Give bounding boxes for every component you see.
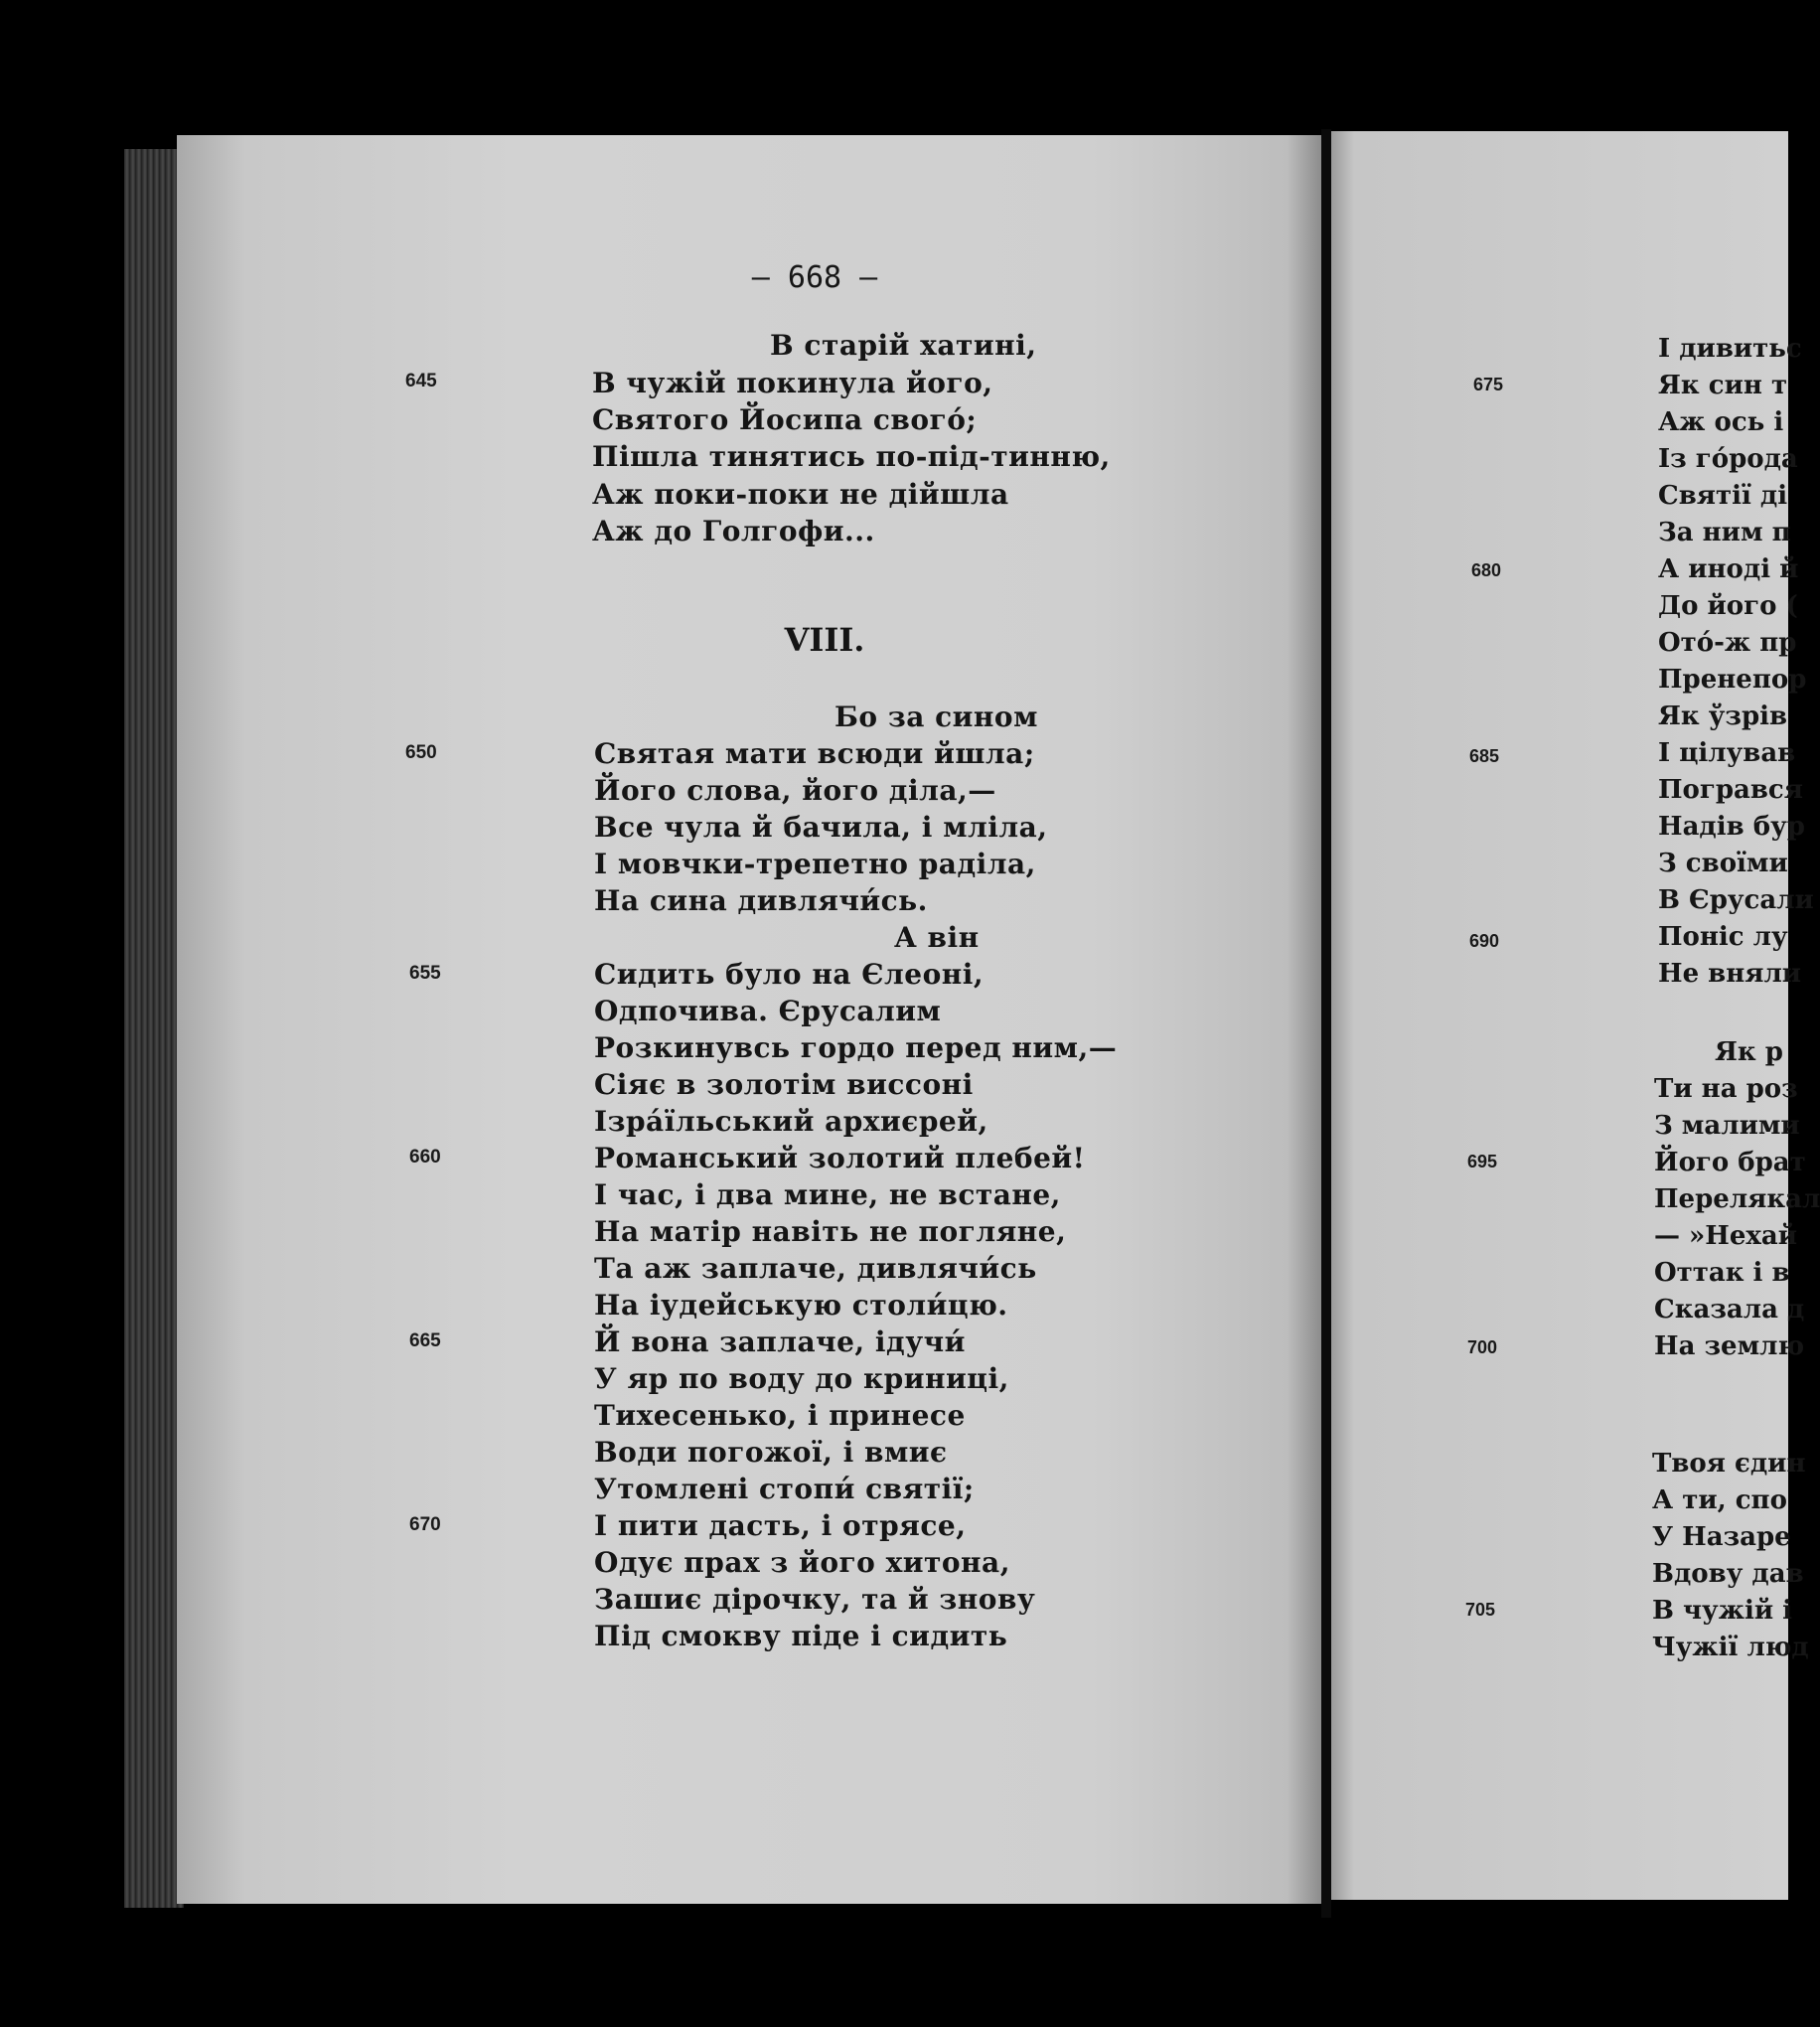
- right-verse-line: Як син т: [1658, 371, 1788, 400]
- verse-line: Сіяє в золотім виссоні: [594, 1068, 974, 1101]
- right-verse-line: Чужії люд: [1652, 1633, 1809, 1662]
- verse-line: На іудейськую столи́цю.: [594, 1289, 1008, 1322]
- verse-line: Сидить було на Єлеоні,: [594, 958, 985, 991]
- verse-line: В чужій покинула його,: [592, 367, 993, 399]
- verse-line: На сина дивлячи́сь.: [594, 884, 928, 917]
- right-verse-line: Не вняли: [1658, 959, 1802, 989]
- verse-line: І час, і два мине, не встане,: [594, 1178, 1061, 1211]
- verse-line: Романський золотий плебей!: [594, 1142, 1086, 1174]
- line-number: 650: [405, 742, 437, 763]
- line-number: 655: [409, 963, 441, 984]
- right-verse-line: Святії ді: [1658, 481, 1788, 511]
- right-verse-line: Погрався: [1658, 775, 1803, 805]
- verse-line: Аж до Голгофи...: [592, 515, 875, 547]
- verse-line: Й вона заплаче, ідучи́: [594, 1325, 966, 1358]
- line-number: 670: [409, 1514, 441, 1535]
- verse-line: Води погожої, і вмиє: [594, 1436, 948, 1469]
- right-verse-line: В чужій і: [1652, 1596, 1793, 1626]
- right-verse-line: Його брат: [1654, 1148, 1806, 1177]
- verse-line: Його слова, його діла,—: [594, 774, 996, 807]
- verse-line: Святая мати всюди йшла;: [594, 737, 1035, 770]
- section-heading: VIII.: [784, 621, 865, 659]
- verse-line: В старій хатині,: [770, 329, 1037, 362]
- verse-line: Святого Йосипа свогó;: [592, 403, 978, 436]
- right-line-number: 675: [1473, 375, 1504, 394]
- right-line-number: 700: [1467, 1337, 1498, 1357]
- right-verse-line: За ним п: [1658, 518, 1791, 547]
- right-verse-line: Оттак і в: [1654, 1258, 1790, 1288]
- verse-line: А він: [894, 921, 980, 954]
- right-verse-line: І цілував: [1658, 738, 1796, 768]
- right-line-number: 680: [1471, 560, 1502, 580]
- line-number: 660: [409, 1147, 441, 1168]
- right-verse-line: Ти на роз: [1654, 1074, 1798, 1104]
- right-verse-line: Вдову дав: [1652, 1559, 1804, 1589]
- right-verse-line: Поніс лу: [1658, 922, 1788, 952]
- verse-line: Одпочива. Єрусалим: [594, 995, 942, 1027]
- verse-line: На матір навіть не погляне,: [594, 1215, 1067, 1248]
- verse-line: Зашиє дірочку, та й знову: [594, 1583, 1036, 1616]
- page-number: — 668 —: [751, 260, 878, 295]
- line-number: 665: [409, 1330, 441, 1351]
- right-line-number: 690: [1469, 931, 1500, 951]
- right-verse-line: У Назаре: [1652, 1522, 1791, 1552]
- right-verse-line: З своїми: [1658, 849, 1788, 878]
- right-line-number: 705: [1465, 1600, 1496, 1620]
- verse-line: Та аж заплаче, дивлячи́сь: [594, 1252, 1037, 1285]
- verse-line: І пити дасть, і отрясе,: [594, 1509, 967, 1542]
- right-verse-line: До його (: [1658, 591, 1798, 621]
- verse-line: Бо за сином: [834, 701, 1038, 733]
- verse-line: Під смокву піде і сидить: [594, 1620, 1008, 1652]
- right-line-number: 695: [1467, 1152, 1498, 1171]
- right-verse-line: З малими: [1654, 1111, 1800, 1141]
- verse-line: Все чула й бачила, і мліла,: [594, 811, 1048, 844]
- verse-line: Аж поки-поки не дійшла: [592, 478, 1009, 511]
- verse-line: І мовчки-трепетно раділа,: [594, 848, 1036, 880]
- line-number: 645: [405, 371, 437, 391]
- right-verse-line: Отó-ж пр: [1658, 628, 1797, 658]
- right-verse-line: Твоя єдин: [1652, 1449, 1806, 1479]
- right-verse-line: Як р: [1715, 1037, 1783, 1067]
- right-verse-line: А ти, спо: [1652, 1485, 1787, 1515]
- right-verse-line: Сказала д: [1654, 1295, 1805, 1325]
- right-verse-line: Пренепор: [1658, 665, 1807, 695]
- right-line-number: 685: [1469, 746, 1500, 766]
- right-verse-line: А иноді й: [1658, 554, 1799, 584]
- right-verse-line: В Єрусали: [1658, 885, 1814, 915]
- right-verse-line: — »Нехай: [1654, 1221, 1798, 1251]
- verse-line: Розкинувсь гордо перед ним,—: [594, 1031, 1118, 1064]
- verse-line: Одує прах з його хитона,: [594, 1546, 1010, 1579]
- right-verse-line: Надів бур: [1658, 812, 1805, 842]
- right-verse-line: На землю: [1654, 1331, 1805, 1361]
- verse-line: У яр по воду до криниці,: [594, 1362, 1009, 1395]
- verse-line: Ізра́їльський архиєрей,: [594, 1105, 988, 1138]
- right-verse-line: Як ўзрів: [1658, 702, 1788, 731]
- right-verse-line: Аж ось і: [1658, 407, 1784, 437]
- right-verse-line: І дивитьс: [1658, 334, 1802, 364]
- book-gutter: [1321, 129, 1331, 1918]
- verse-line: Тихесенько, і принесе: [594, 1399, 966, 1432]
- verse-line: Пішла тинятись по-під-тинню,: [592, 440, 1111, 473]
- page-edges: [124, 149, 184, 1908]
- verse-line: Утомлені стопи́ святії;: [594, 1473, 975, 1505]
- right-verse-line: Перелякал: [1654, 1184, 1820, 1214]
- right-verse-line: Із гóрода: [1658, 444, 1798, 474]
